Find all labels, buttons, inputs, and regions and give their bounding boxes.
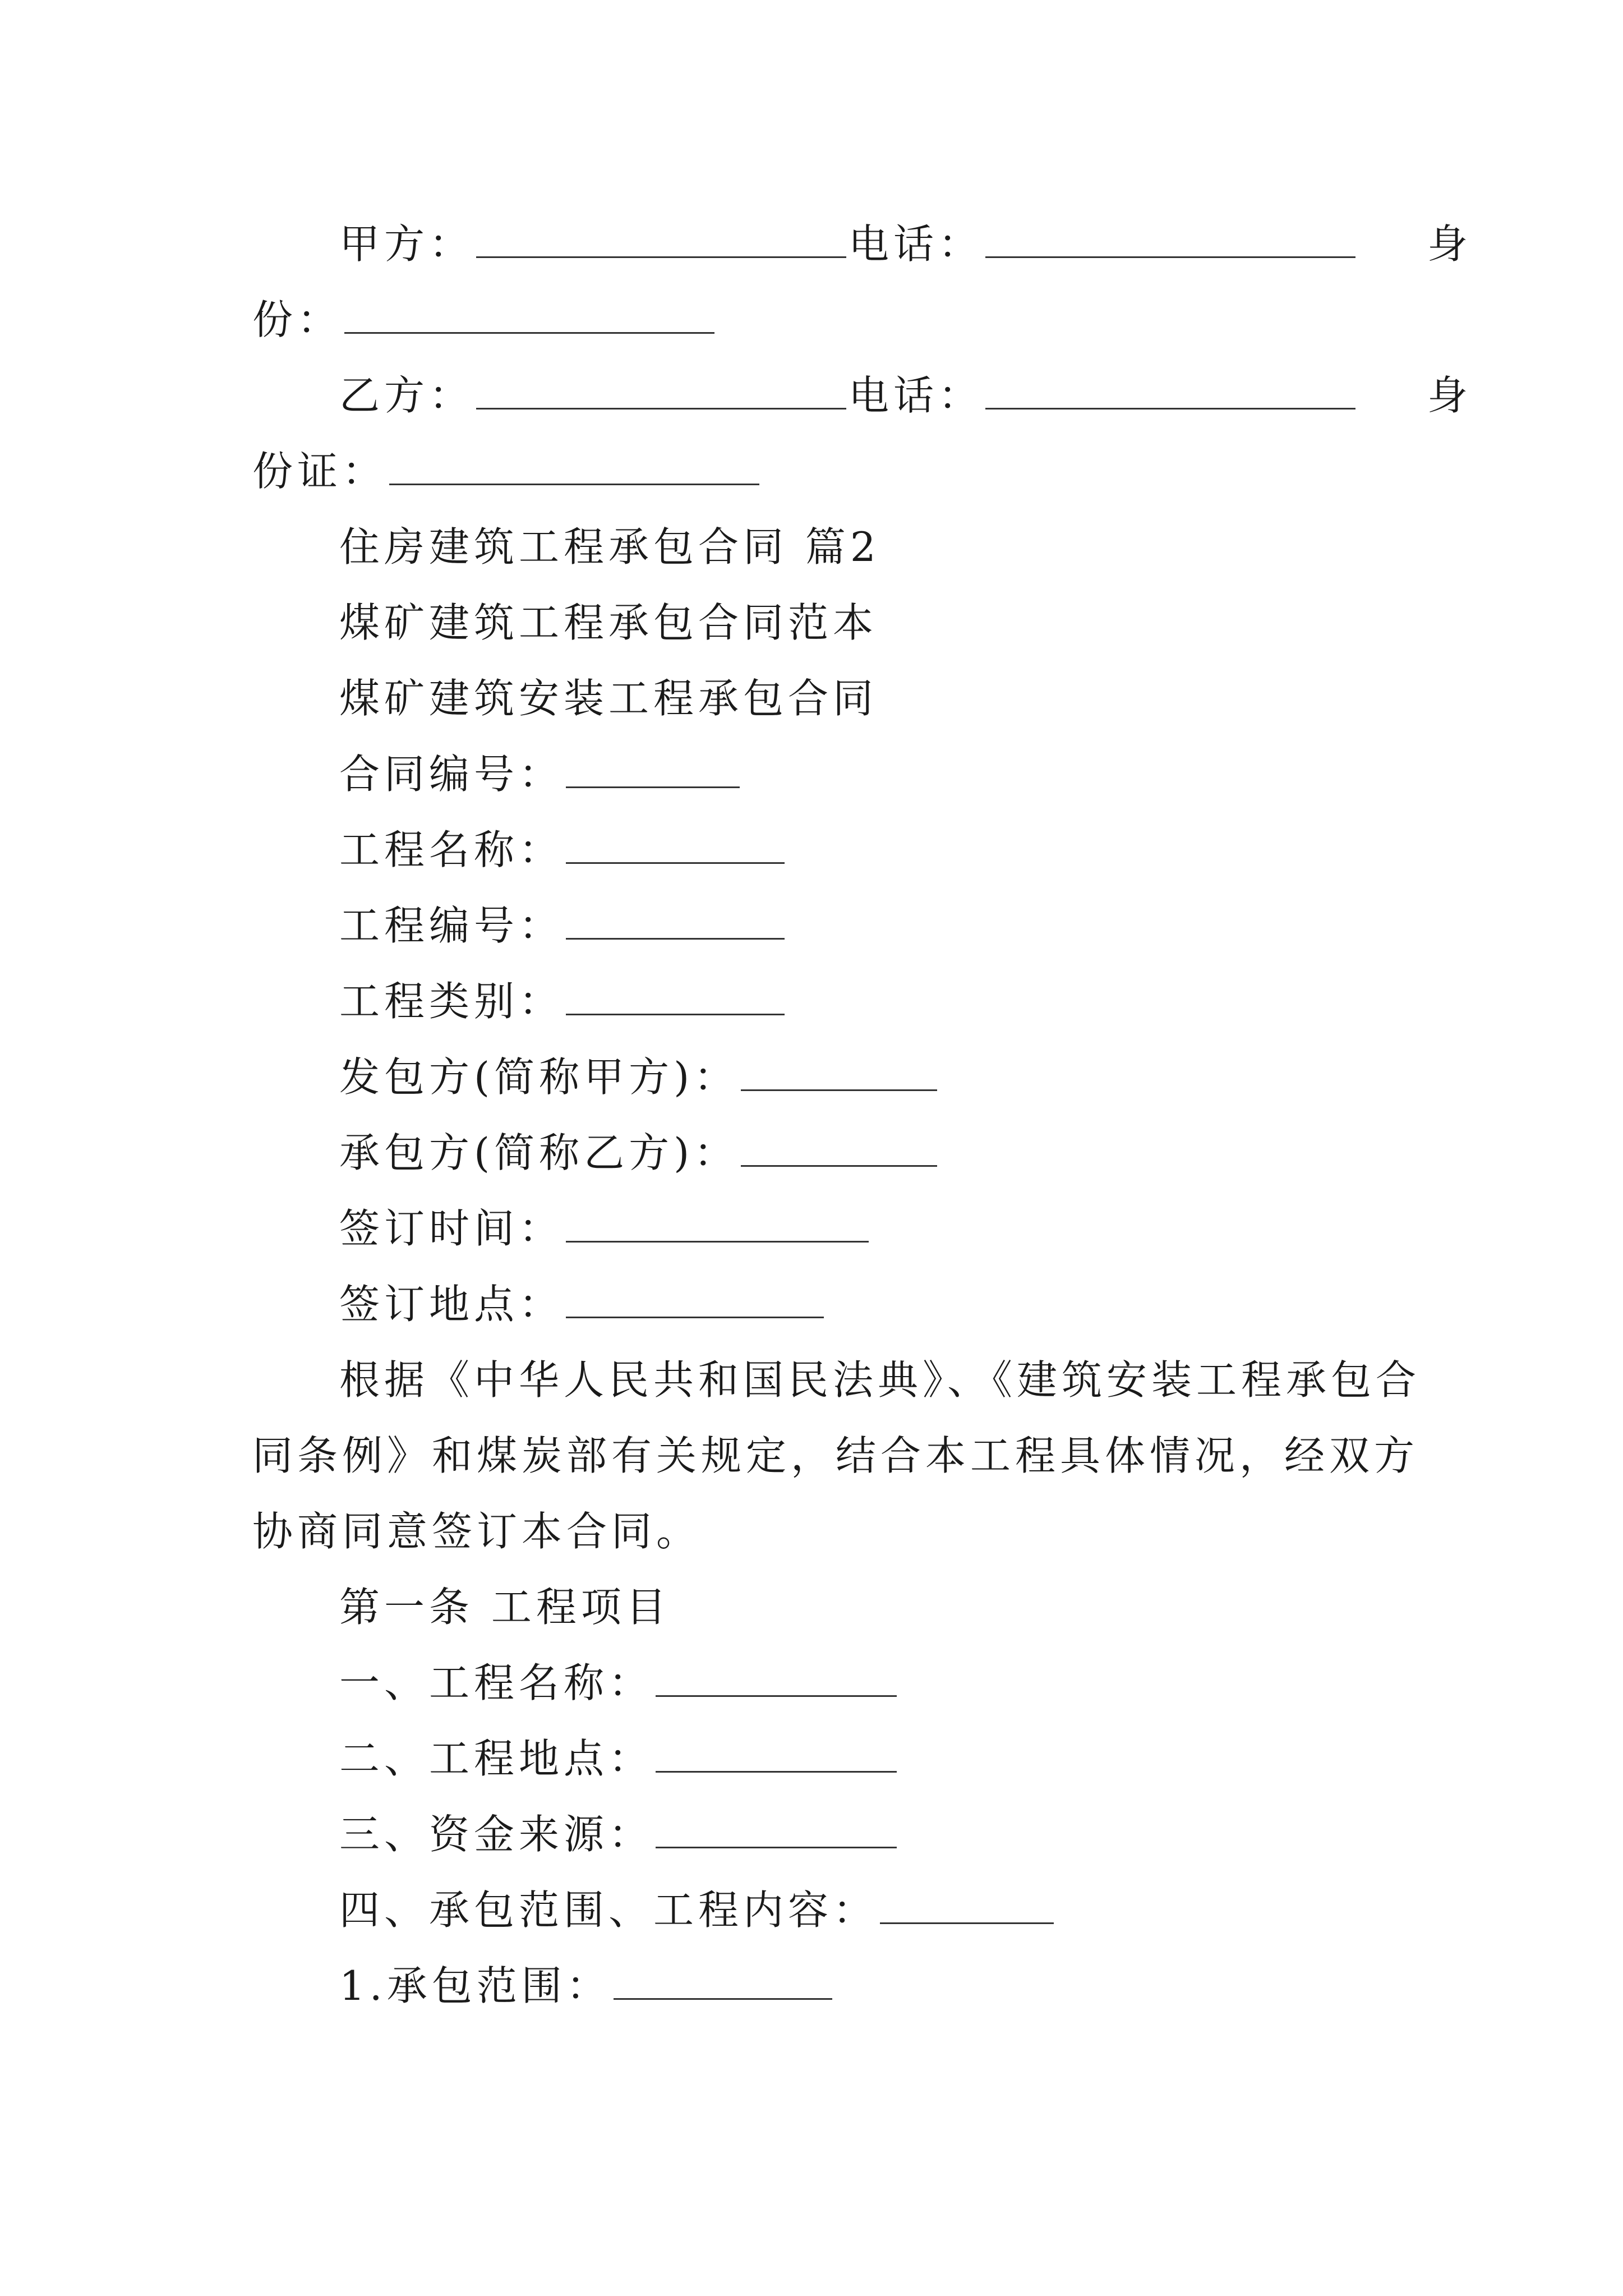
sign-place-line	[339, 1273, 1472, 1335]
item-3-label: 三、资金来源：	[339, 1811, 654, 1858]
employer-line	[339, 1046, 1472, 1108]
phone-blank-1[interactable]	[985, 222, 1355, 258]
party-a-line	[339, 213, 1472, 275]
id-label-part1-2: 身	[1427, 372, 1472, 419]
project-name-label: 工程名称：	[339, 826, 564, 873]
project-no-line	[339, 895, 1472, 956]
article-1-heading: 第一条 工程项目	[339, 1584, 671, 1631]
item-1-blank[interactable]	[656, 1660, 897, 1697]
item-5-blank[interactable]	[614, 1963, 832, 2000]
sign-time-label: 签订时间：	[339, 1205, 564, 1252]
section-heading: 住房建筑工程承包合同 篇2	[339, 523, 880, 570]
contract-no-line	[339, 743, 1472, 805]
sign-time-blank[interactable]	[566, 1206, 869, 1243]
sign-place-blank[interactable]	[566, 1282, 824, 1318]
id-line-2	[252, 440, 1385, 502]
sign-time-line	[339, 1198, 1472, 1259]
para-line-3: 协商同意签订本合同。	[252, 1508, 702, 1555]
id-label-part1-1: 身	[1427, 220, 1472, 268]
project-name-blank[interactable]	[566, 827, 785, 864]
party-a-blank[interactable]	[476, 222, 846, 258]
id-label-part2-2: 份证：	[252, 448, 388, 495]
project-type-label: 工程类别：	[339, 978, 564, 1025]
party-b-label: 乙方：	[339, 372, 474, 419]
project-no-blank[interactable]	[566, 903, 785, 940]
phone-label-2: 电话：	[849, 372, 984, 419]
item-3-blank[interactable]	[656, 1812, 897, 1848]
item-4-blank[interactable]	[880, 1888, 1054, 1924]
project-name-line	[339, 819, 1472, 881]
item-5-line	[339, 1955, 1472, 2017]
item-4-line	[339, 1879, 1472, 1941]
contract-no-label: 合同编号：	[339, 751, 564, 798]
contractor-label: 承包方(简称乙方)：	[339, 1129, 739, 1176]
project-type-line	[339, 970, 1472, 1032]
id-line-1	[252, 289, 1385, 351]
id-blank-1[interactable]	[344, 297, 714, 334]
item-2-blank[interactable]	[656, 1736, 897, 1773]
party-a-label: 甲方：	[339, 220, 474, 268]
item-1-label: 一、工程名称：	[339, 1659, 654, 1706]
contract-no-blank[interactable]	[566, 752, 740, 788]
contractor-line	[339, 1122, 1472, 1184]
party-b-blank[interactable]	[476, 373, 846, 409]
phone-label-1: 电话：	[849, 220, 984, 268]
id-blank-2[interactable]	[389, 449, 759, 485]
employer-blank[interactable]	[741, 1055, 937, 1091]
item-3-line	[339, 1803, 1472, 1865]
phone-blank-2[interactable]	[985, 373, 1355, 409]
id-label-part2-1: 份：	[252, 296, 343, 343]
contract-title: 煤矿建筑安装工程承包合同	[339, 675, 878, 722]
item-4-label: 四、承包范围、工程内容：	[339, 1887, 878, 1934]
project-no-label: 工程编号：	[339, 902, 564, 949]
item-5-label: 1.承包范围：	[339, 1962, 611, 2009]
item-1-line	[339, 1652, 1472, 1714]
contractor-blank[interactable]	[741, 1130, 937, 1167]
para-line-1: 根据《中华人民共和国民法典》、《建筑安装工程承包合	[339, 1356, 1421, 1404]
template-title: 煤矿建筑工程承包合同范本	[339, 599, 878, 646]
employer-label: 发包方(简称甲方)：	[339, 1053, 739, 1101]
party-b-line	[339, 365, 1472, 426]
project-type-blank[interactable]	[566, 979, 785, 1015]
item-2-label: 二、工程地点：	[339, 1735, 654, 1782]
para-line-2: 同条例》和煤炭部有关规定，结合本工程具体情况，经双方	[252, 1432, 1419, 1479]
sign-place-label: 签订地点：	[339, 1281, 564, 1328]
item-2-line	[339, 1728, 1472, 1789]
